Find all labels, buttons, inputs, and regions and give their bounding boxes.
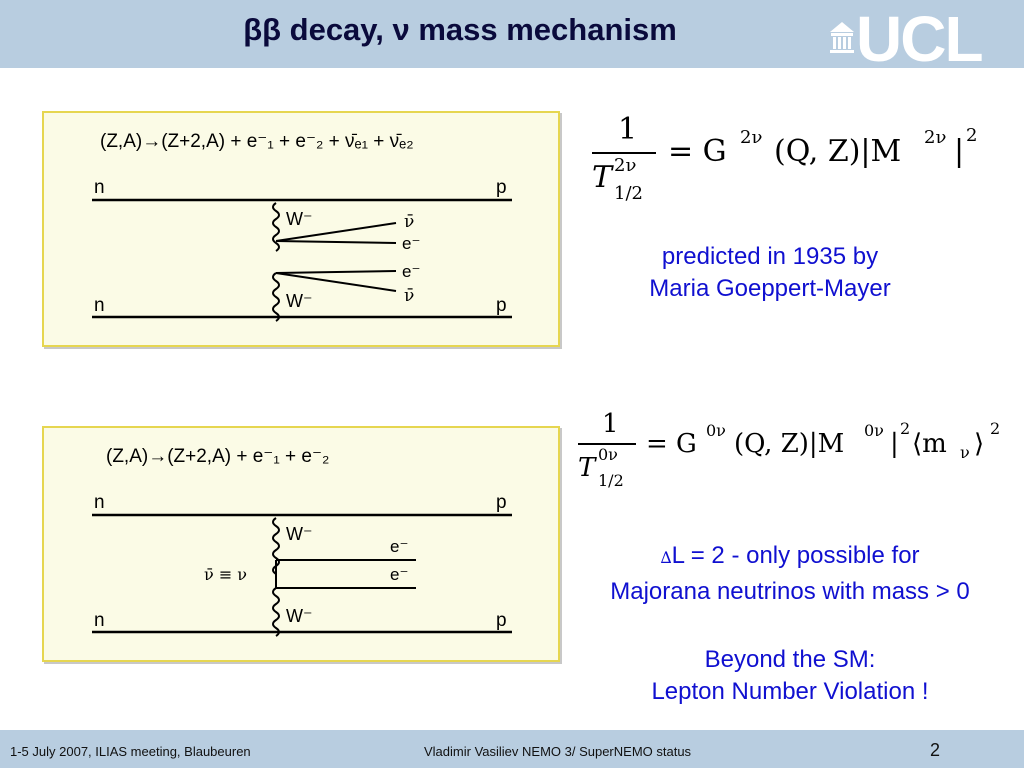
nubar-line-bottom: [276, 273, 396, 291]
formula-0nu-G-sup: 0ν: [706, 421, 726, 440]
formula-2nu-bar: |: [954, 134, 965, 169]
formula-0nu-svg: [574, 402, 1014, 492]
p-label-top-0nu: p: [496, 492, 507, 513]
portico-icon: [828, 20, 856, 56]
p-label-top: p: [496, 177, 507, 198]
footer-author: Vladimir Vasiliev NEMO 3/ SuperNEMO status: [424, 744, 692, 759]
formula-0nu-rhs-rest: (Q, Z)|M: [734, 429, 845, 459]
predicted-note: [600, 243, 940, 303]
formula-0nu-bar: |: [890, 429, 899, 459]
formula-2nu-G-sup: 2ν: [740, 127, 763, 148]
footer-bar: [0, 730, 1024, 768]
n-label-bottom-0nu: n: [94, 610, 105, 631]
e-label-bottom-0nu: e⁻: [390, 565, 409, 584]
lnv-line1: L = 2 - only possible for: [671, 542, 920, 569]
n-label-top: n: [94, 177, 105, 198]
lnv-note: [566, 542, 1014, 606]
formula-2nu-numerator: 1: [618, 112, 638, 147]
beyond-sm-note: [580, 646, 1000, 706]
feynman-2nu-svg: [44, 113, 558, 345]
formula-2nu-M-sup: 2ν: [924, 127, 947, 148]
electron-line-top: [276, 241, 396, 243]
formula-0nu-T-sup: 0ν: [598, 445, 618, 464]
w-label-top: W⁻: [286, 209, 313, 229]
w-boson-bottom: [273, 273, 279, 321]
majorana-label: ν̄ ≡ ν: [204, 565, 248, 584]
logo-wordmark: UCL: [856, 3, 982, 75]
w-label-bottom-0nu: W⁻: [286, 606, 313, 626]
footer-event: 1-5 July 2007, ILIAS meeting, Blaubeuren: [10, 744, 251, 759]
formula-0nu-T: T: [578, 453, 596, 483]
reaction-2nu: (Z,A)→(Z+2,A) + e⁻₁ + e⁻₂ + ν̄ₑ₁ + ν̄ₑ₂: [100, 131, 414, 152]
formula-0nu-mass-open: ⟨m: [912, 429, 947, 459]
title-bar: [0, 0, 1024, 75]
e-label-top: e⁻: [402, 234, 421, 253]
formula-0nu: [574, 402, 1014, 492]
formula-0nu-rhs-G: = G: [646, 429, 697, 459]
formula-0nu-T-sub: 1/2: [598, 471, 624, 490]
formula-2nu-T: T: [592, 160, 613, 195]
p-label-bottom-0nu: p: [496, 610, 507, 631]
formula-0nu-mass-sub: ν: [960, 443, 970, 462]
e-label-top-0nu: e⁻: [390, 537, 409, 556]
formula-2nu-rhs-G: = G: [668, 134, 727, 169]
formula-2nu-T-sub: 1/2: [614, 183, 643, 204]
p-label-bottom: p: [496, 295, 507, 316]
predicted-line2: Maria Goeppert-Mayer: [649, 275, 891, 302]
w-boson-bottom-0nu: [273, 588, 279, 636]
beyond-line1: Beyond the SM:: [704, 646, 876, 673]
ucl-logo: [828, 3, 1008, 75]
formula-2nu: [588, 105, 998, 205]
electron-line-bottom: [276, 271, 396, 273]
diagram-0nu: [42, 426, 560, 662]
n-label-bottom: n: [94, 295, 105, 316]
page-number: 2: [930, 740, 941, 760]
n-label-top-0nu: n: [94, 492, 105, 513]
beyond-line2: Lepton Number Violation !: [651, 678, 929, 705]
formula-0nu-exp: 2: [900, 419, 911, 438]
formula-0nu-M-sup: 0ν: [864, 421, 884, 440]
diagram-2nu: [42, 111, 560, 347]
delta-symbol: ∆: [660, 548, 672, 567]
formula-0nu-exp2: 2: [990, 419, 1001, 438]
nubar-label-top: ν̄: [404, 212, 415, 232]
lnv-line2: Majorana neutrinos with mass > 0: [610, 578, 970, 605]
formula-2nu-T-sup: 2ν: [614, 155, 637, 176]
formula-2nu-rhs-rest: (Q, Z)|M: [774, 134, 902, 169]
predicted-line1: predicted in 1935 by: [661, 243, 879, 270]
formula-0nu-mass-close: ⟩: [974, 429, 985, 459]
w-label-bottom: W⁻: [286, 291, 313, 311]
w-boson-top: [273, 203, 279, 251]
feynman-0nu-svg: [44, 428, 558, 660]
w-label-top-0nu: W⁻: [286, 524, 313, 544]
slide-title: ββ decay, ν mass mechanism: [243, 12, 677, 47]
formula-2nu-exp: 2: [966, 125, 978, 146]
lnv-line1-row: [566, 542, 1014, 570]
e-label-bottom: e⁻: [402, 262, 421, 281]
formula-2nu-svg: [588, 105, 998, 205]
reaction-0nu: (Z,A)→(Z+2,A) + e⁻₁ + e⁻₂: [106, 446, 330, 467]
nubar-label-bottom: ν̄: [404, 286, 415, 306]
formula-0nu-numerator: 1: [602, 409, 619, 439]
